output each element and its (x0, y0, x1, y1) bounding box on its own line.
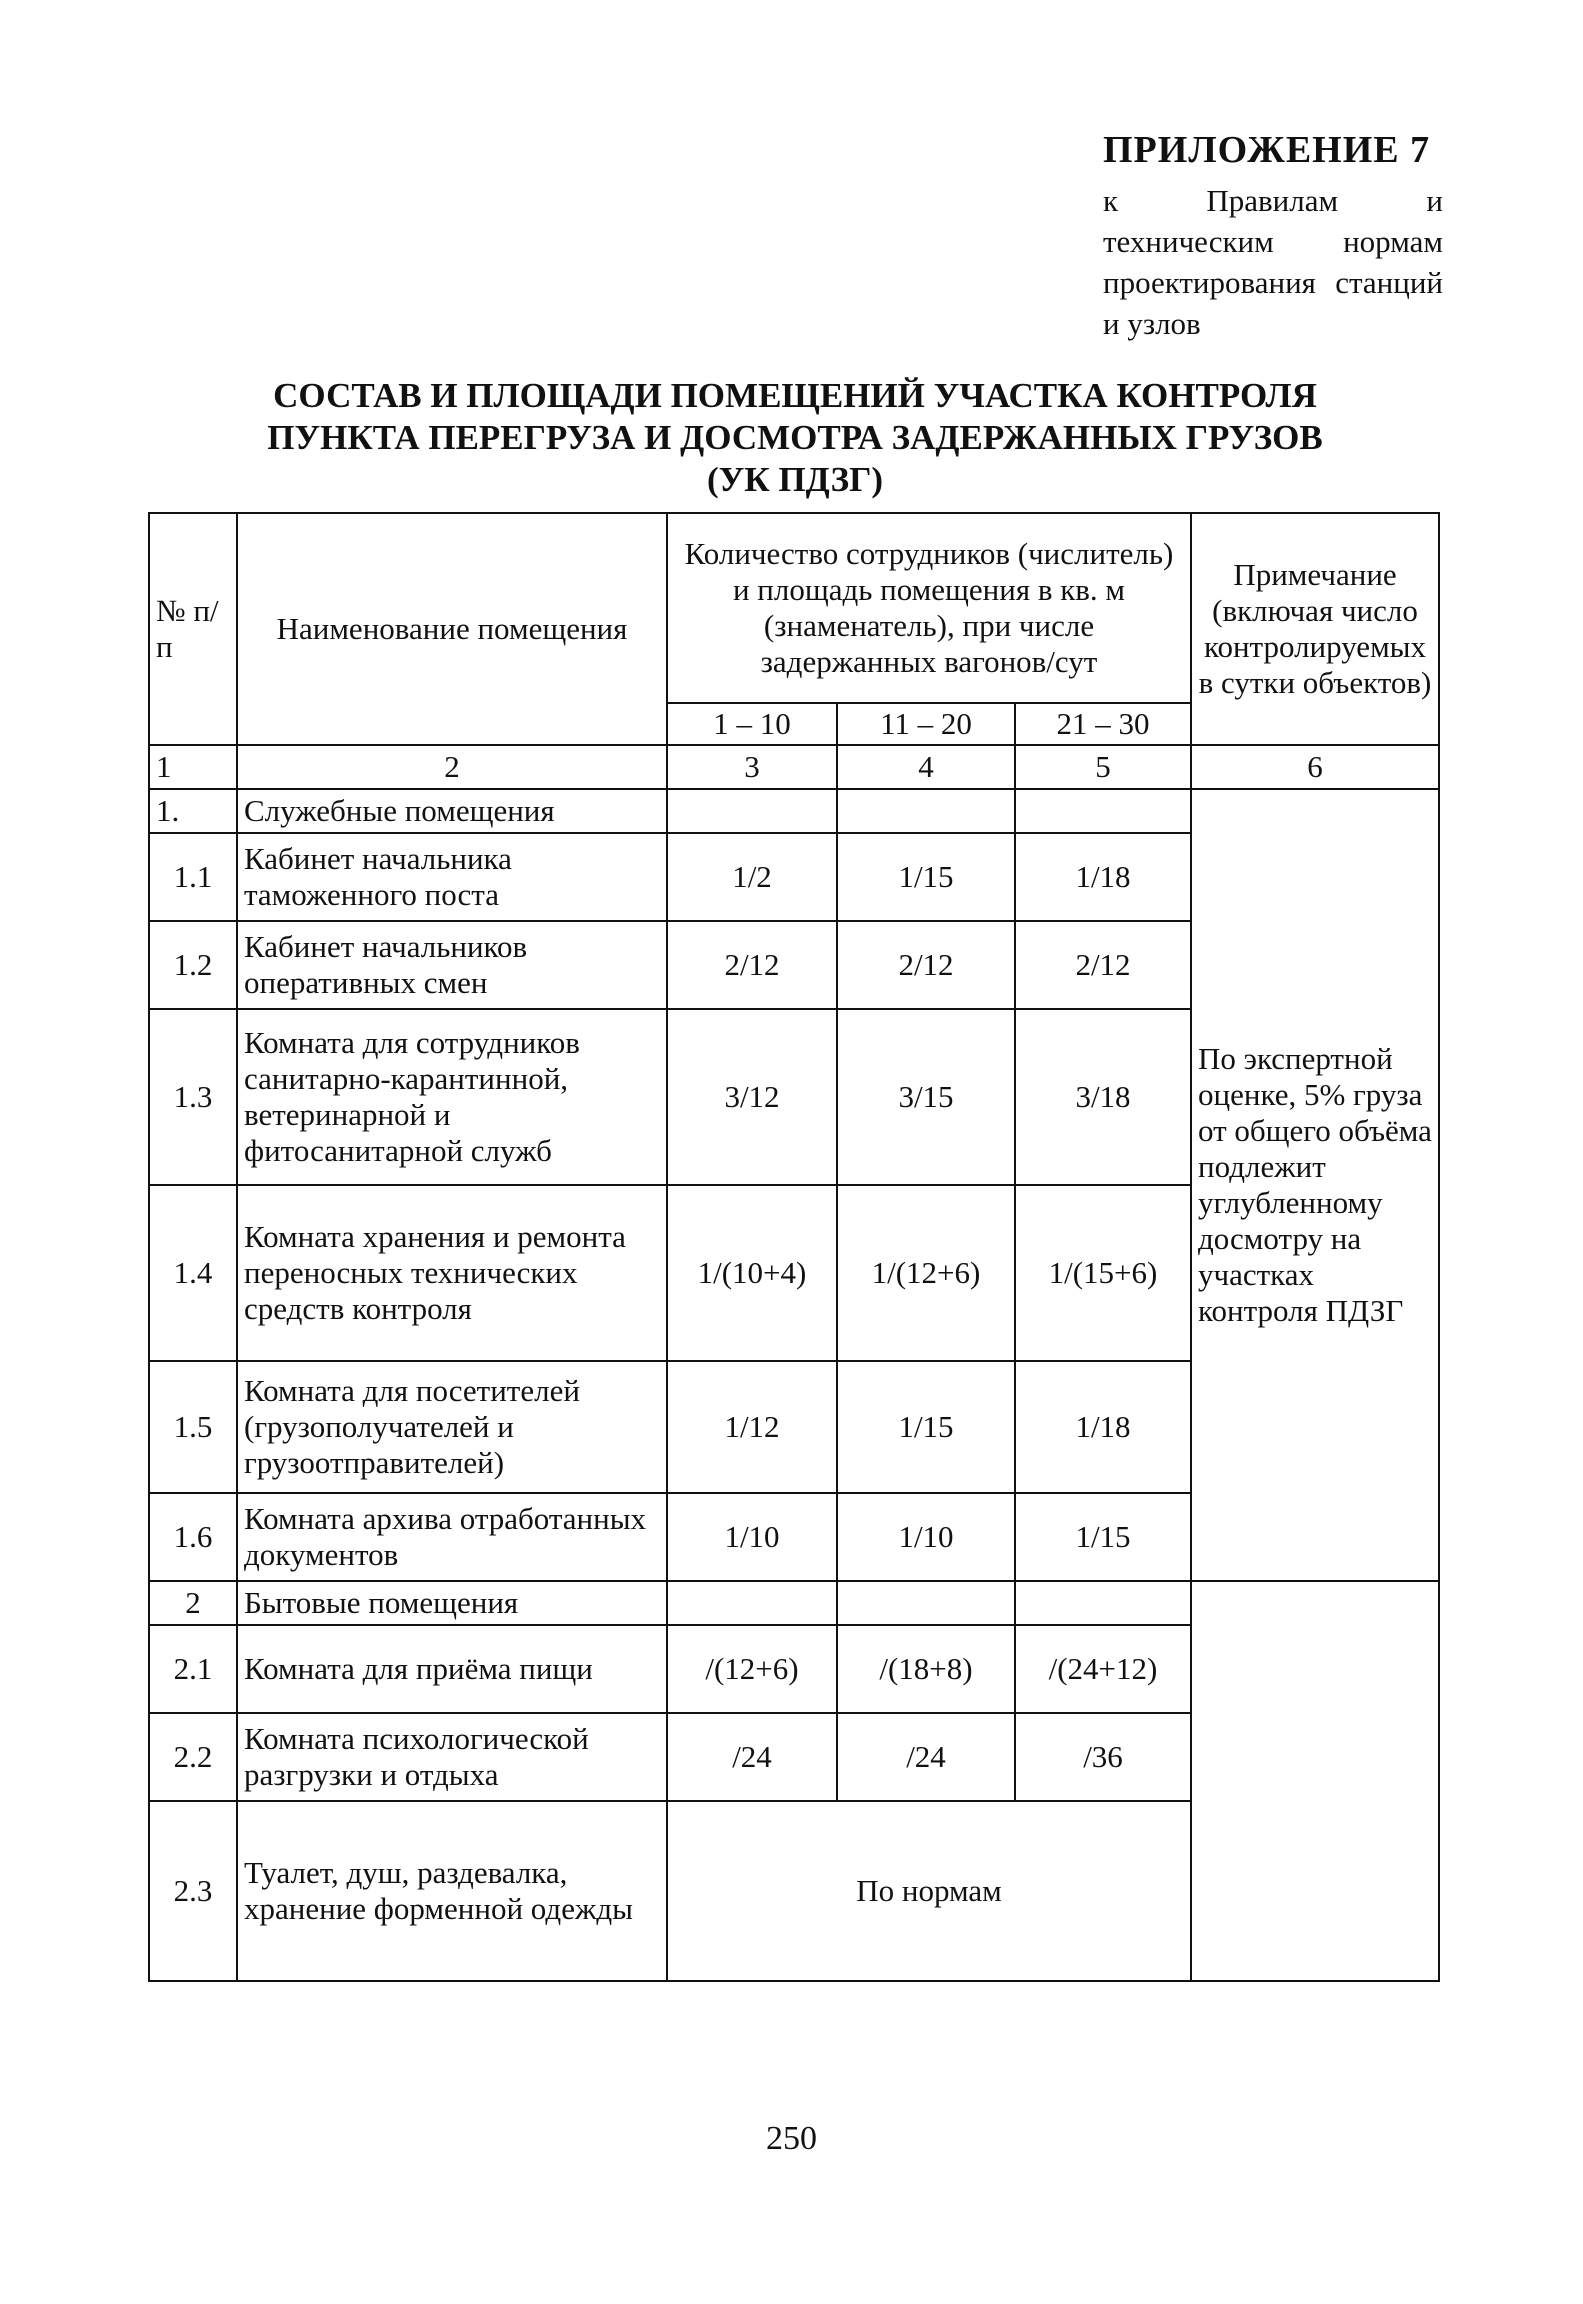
appendix-heading: ПРИЛОЖЕНИЕ 7 (1103, 129, 1431, 171)
note-household (1191, 1581, 1439, 1981)
colnum-5: 5 (1015, 745, 1191, 789)
row-value-2: 2/12 (837, 921, 1015, 1009)
header-name: Наименование помещения (237, 513, 667, 745)
title-line-3: (УК ПДЗГ) (706, 460, 884, 499)
row-value-3: 1/18 (1015, 833, 1191, 921)
page-number: 250 (766, 2120, 817, 2157)
title-line-2: ПУНКТА ПЕРЕГРУЗА И ДОСМОТРА ЗАДЕРЖАННЫХ ГРУЗОВ (267, 418, 1323, 457)
premises-table (148, 512, 1440, 1982)
header-num: № п/п (149, 513, 237, 745)
row-name: Комната архива отработанных документов (237, 1493, 667, 1581)
row-name: Кабинет начальника таможенного поста (237, 833, 667, 921)
header-count: Количество сотрудников (числитель) и площадь помещения в кв. м (знаменатель), при числе задержанных вагонов/сут (667, 513, 1191, 703)
note-service: По экспертной оценке, 5% груза от общего объёма подлежит углубленному досмотру на участках контроля ПДЗГ (1191, 789, 1439, 1581)
header-range-2: 11 – 20 (837, 703, 1015, 745)
row-num: 1.3 (149, 1009, 237, 1185)
row-value-2: 3/15 (837, 1009, 1015, 1185)
row-value-1: /(12+6) (667, 1625, 837, 1713)
row-num: 2.3 (149, 1801, 237, 1981)
row-name: Комната для сотрудников санитарно-карантинной, ветеринарной и фитосанитарной служб (237, 1009, 667, 1185)
row-value-1: 1/(10+4) (667, 1185, 837, 1361)
row-num: 1. (149, 789, 237, 833)
row-value-1: /24 (667, 1713, 837, 1801)
row-value-1: 1/2 (667, 833, 837, 921)
row-value-2: /24 (837, 1713, 1015, 1801)
row-merged-value: По нормам (667, 1801, 1191, 1981)
row-name: Комната хранения и ремонта переносных технических средств контроля (237, 1185, 667, 1361)
row-num: 2.2 (149, 1713, 237, 1801)
row-value-1: 2/12 (667, 921, 837, 1009)
colnum-2: 2 (237, 745, 667, 789)
row-num: 1.4 (149, 1185, 237, 1361)
table-row (149, 789, 1439, 833)
row-value-1: 1/10 (667, 1493, 837, 1581)
colnum-6: 6 (1191, 745, 1439, 789)
row-value-1: 3/12 (667, 1009, 837, 1185)
colnum-1: 1 (149, 745, 237, 789)
header-range-1: 1 – 10 (667, 703, 837, 745)
row-value-3: 2/12 (1015, 921, 1191, 1009)
row-name: Комната для посетителей (грузополучателей и грузоотправителей) (237, 1361, 667, 1493)
row-name: Служебные помещения (237, 789, 667, 833)
row-num: 2.1 (149, 1625, 237, 1713)
document-title (150, 375, 1440, 501)
row-num: 1.2 (149, 921, 237, 1009)
row-name: Бытовые помещения (237, 1581, 667, 1625)
row-value-3: 1/18 (1015, 1361, 1191, 1493)
row-value-3: 1/(15+6) (1015, 1185, 1191, 1361)
header-range-3: 21 – 30 (1015, 703, 1191, 745)
row-num: 1.5 (149, 1361, 237, 1493)
row-name: Комната для приёма пищи (237, 1625, 667, 1713)
table-row (149, 1581, 1439, 1625)
row-value-2: 1/(12+6) (837, 1185, 1015, 1361)
row-value-3: /(24+12) (1015, 1625, 1191, 1713)
header-note: Примечание (включая число контролируемых в сутки объектов) (1191, 513, 1439, 745)
row-value-2: /(18+8) (837, 1625, 1015, 1713)
row-value-3: 3/18 (1015, 1009, 1191, 1185)
row-value-2: 1/15 (837, 1361, 1015, 1493)
row-value-2: 1/10 (837, 1493, 1015, 1581)
title-line-1: СОСТАВ И ПЛОЩАДИ ПОМЕЩЕНИЙ УЧАСТКА КОНТРОЛЯ (273, 376, 1317, 415)
row-num: 1.1 (149, 833, 237, 921)
row-num: 1.6 (149, 1493, 237, 1581)
colnum-3: 3 (667, 745, 837, 789)
row-value-3: 1/15 (1015, 1493, 1191, 1581)
appendix-subtitle: к Правилам и техническим нормам проектирования станций и узлов (1103, 183, 1443, 341)
colnum-4: 4 (837, 745, 1015, 789)
row-num: 2 (149, 1581, 237, 1625)
row-name: Туалет, душ, раздевалка, хранение форменной одежды (237, 1801, 667, 1981)
row-value-1: 1/12 (667, 1361, 837, 1493)
row-value-3: /36 (1015, 1713, 1191, 1801)
row-value-2: 1/15 (837, 833, 1015, 921)
row-name: Комната психологической разгрузки и отдыха (237, 1713, 667, 1801)
row-name: Кабинет начальников оперативных смен (237, 921, 667, 1009)
appendix-block (1103, 128, 1443, 344)
